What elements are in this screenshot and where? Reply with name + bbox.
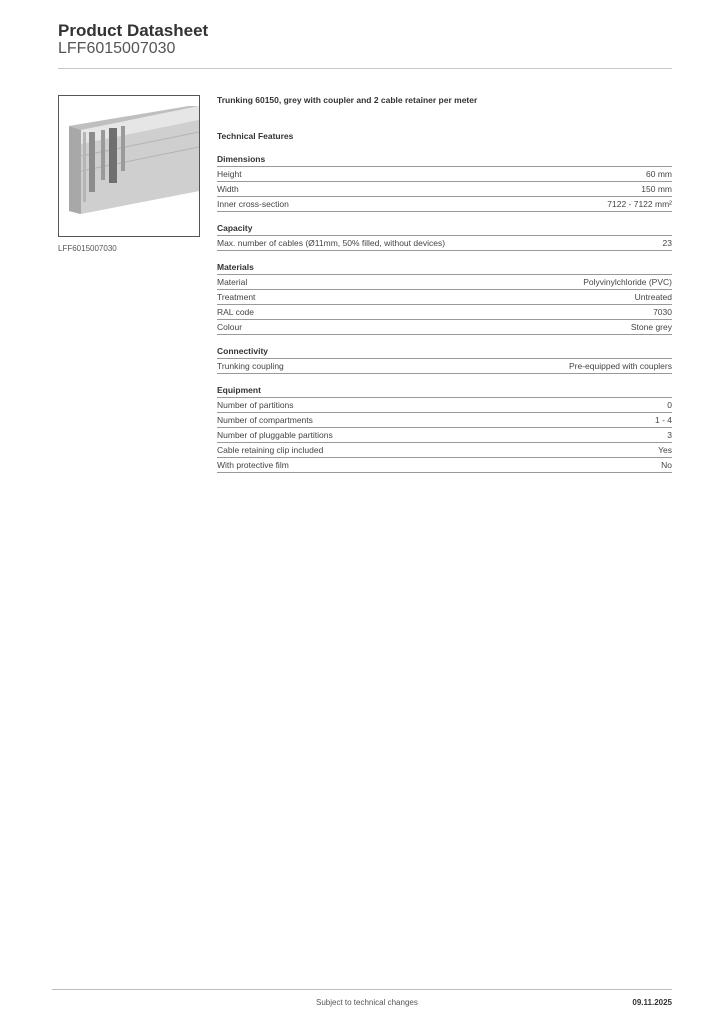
spec-row (217, 290, 672, 305)
section-title: Dimensions (217, 153, 672, 167)
spec-label: Number of pluggable partitions (217, 430, 333, 440)
spec-label: Treatment (217, 292, 256, 302)
spec-value: No (661, 460, 672, 470)
spec-value: Polyvinylchloride (PVC) (583, 277, 672, 287)
spec-label: Number of compartments (217, 415, 313, 425)
spec-value: Yes (658, 445, 672, 455)
spec-value: 3 (667, 430, 672, 440)
section-materials (217, 261, 672, 335)
spec-value: 7030 (653, 307, 672, 317)
product-code: LFF6015007030 (58, 40, 176, 57)
page-title: Product Datasheet (58, 21, 209, 40)
spec-value: 23 (662, 238, 672, 248)
spec-label: Colour (217, 322, 243, 332)
technical-content (217, 95, 672, 473)
spec-label: Trunking coupling (217, 361, 284, 371)
footer-note: Subject to technical changes (316, 998, 418, 1007)
spec-row (217, 167, 672, 182)
spec-label: Number of partitions (217, 400, 294, 410)
spec-row (217, 458, 672, 473)
spec-row (217, 182, 672, 197)
spec-value: Pre-equipped with couplers (568, 361, 672, 371)
spec-row (217, 428, 672, 443)
spec-label: Material (217, 277, 248, 287)
spec-value: 60 mm (646, 169, 672, 179)
spec-label: Cable retaining clip included (217, 445, 324, 455)
section-equipment (217, 384, 672, 473)
spec-label: With protective film (217, 460, 289, 470)
footer-date: 09.11.2025 (632, 998, 672, 1007)
product-image (58, 95, 200, 237)
spec-row (217, 443, 672, 458)
spec-row (217, 236, 672, 251)
section-title: Materials (217, 261, 672, 275)
section-title: Capacity (217, 222, 672, 236)
spec-row (217, 320, 672, 335)
footer-divider (52, 989, 672, 990)
section-title: Connectivity (217, 345, 672, 359)
technical-features-heading: Technical Features (217, 131, 294, 141)
spec-value: Stone grey (630, 322, 672, 332)
product-description: Trunking 60150, grey with coupler and 2 cable retainer per meter (217, 95, 478, 105)
spec-label: Width (217, 184, 239, 194)
spec-label: Inner cross-section (217, 199, 289, 209)
section-title: Equipment (217, 384, 672, 398)
spec-value: 7122 - 7122 mm² (607, 199, 672, 209)
trunking-illustration (59, 96, 199, 236)
spec-label: Height (217, 169, 242, 179)
spec-row (217, 359, 672, 374)
section-dimensions (217, 153, 672, 212)
section-connectivity (217, 345, 672, 374)
spec-value: 0 (667, 400, 672, 410)
spec-row (217, 413, 672, 428)
spec-row (217, 197, 672, 212)
spec-value: 150 mm (641, 184, 672, 194)
spec-row (217, 305, 672, 320)
spec-label: Max. number of cables (Ø11mm, 50% filled, without devices) (217, 238, 446, 248)
spec-value: 1 - 4 (654, 415, 672, 425)
spec-label: RAL code (217, 307, 255, 317)
spec-row (217, 275, 672, 290)
header-divider (58, 68, 672, 69)
spec-row (217, 398, 672, 413)
image-caption: LFF6015007030 (58, 244, 117, 253)
spec-value: Untreated (634, 292, 672, 302)
section-capacity (217, 222, 672, 251)
